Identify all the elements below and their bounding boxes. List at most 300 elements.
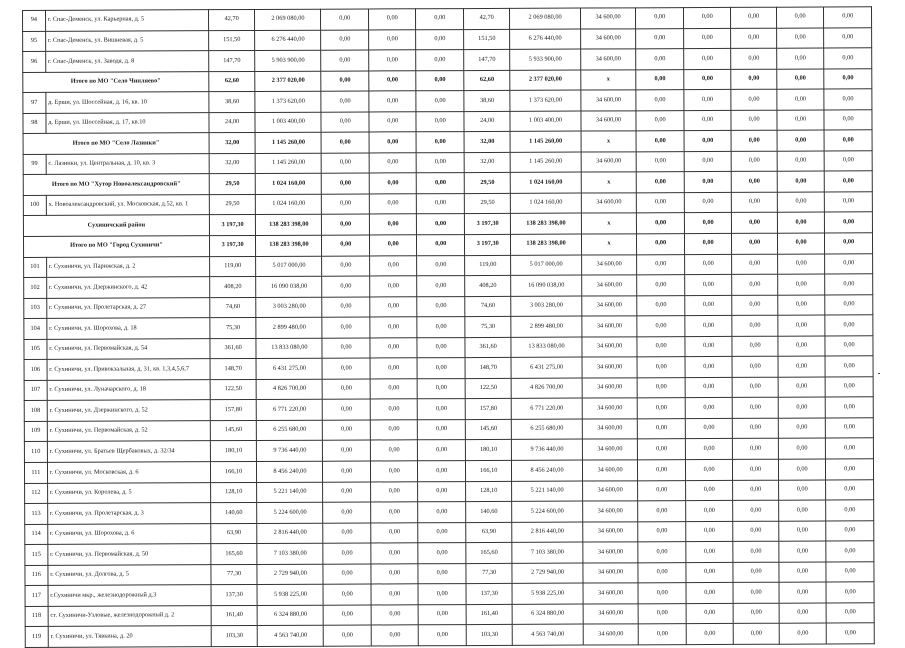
value-cell: 0,00: [323, 482, 371, 503]
value-cell: 0,00: [684, 172, 732, 193]
value-cell: 34 600,00: [581, 111, 637, 132]
value-cell: 34 600,00: [581, 316, 637, 337]
value-cell: 361,60: [210, 338, 257, 359]
table-row: [25, 623, 874, 647]
value-cell: 0,00: [638, 480, 686, 501]
value-cell: 0,00: [684, 213, 732, 234]
value-cell: 0,00: [732, 336, 778, 357]
value-cell: 34 600,00: [581, 193, 637, 214]
value-cell: 0,00: [417, 276, 465, 297]
value-cell: 0,00: [368, 9, 416, 30]
value-cell: 0,00: [826, 500, 874, 521]
value-cell: 34 600,00: [582, 378, 638, 399]
value-cell: 0,00: [637, 336, 685, 357]
value-cell: 7 103 380,00: [257, 543, 323, 564]
value-cell: 0,00: [418, 584, 466, 605]
value-cell: 2 069 080,00: [510, 8, 580, 29]
value-cell: 0,00: [778, 315, 826, 336]
address-cell: г. Сухиничи, ул. Тявкина, д. 20: [48, 626, 211, 647]
value-cell: 0,00: [779, 521, 827, 542]
value-cell: 0,00: [638, 562, 686, 583]
value-cell: 0,00: [731, 48, 777, 69]
address-cell: д. Ерши, ул. Шоссейная, д. 17, кв.10: [46, 112, 209, 133]
value-cell: x: [580, 69, 636, 90]
value-cell: 0,00: [417, 132, 465, 153]
value-cell: 0,00: [777, 151, 825, 172]
value-cell: 0,00: [779, 500, 827, 521]
value-cell: 34 600,00: [582, 439, 638, 460]
value-cell: 0,00: [685, 377, 733, 398]
value-cell: 0,00: [323, 461, 371, 482]
value-cell: 62,60: [464, 70, 511, 91]
value-cell: 1 373 620,00: [510, 90, 580, 111]
value-cell: 34 600,00: [581, 254, 637, 275]
value-cell: 34 600,00: [580, 28, 636, 49]
value-cell: 0,00: [734, 603, 780, 624]
value-cell: 0,00: [683, 7, 731, 28]
address-cell: г. Спас-Деменск, ул. Вишневая, д. 5: [45, 30, 208, 51]
value-cell: 0,00: [686, 562, 734, 583]
value-cell: 6 276 440,00: [510, 29, 580, 50]
value-cell: 3 197,30: [464, 234, 511, 255]
row-number: 96: [23, 51, 46, 72]
value-cell: 0,00: [779, 623, 827, 644]
value-cell: 0,00: [637, 213, 685, 234]
value-cell: 0,00: [732, 254, 778, 275]
value-cell: 0,00: [417, 173, 465, 194]
address-cell: г. Сухиничи, ул. Долгова, д. 5: [48, 564, 211, 585]
row-number: 110: [24, 442, 47, 463]
value-cell: 148,70: [210, 359, 257, 380]
value-cell: 0,00: [684, 131, 732, 152]
value-cell: 0,00: [322, 132, 370, 153]
value-cell: 38,60: [464, 91, 511, 112]
row-number: 112: [25, 483, 48, 504]
row-number: 118: [25, 606, 48, 627]
value-cell: 34 600,00: [582, 480, 638, 501]
value-cell: 0,00: [370, 420, 418, 441]
value-cell: 0,00: [638, 419, 686, 440]
value-cell: 0,00: [777, 89, 825, 110]
row-number: 116: [25, 565, 48, 586]
value-cell: 0,00: [733, 439, 779, 460]
value-cell: 0,00: [733, 418, 779, 439]
value-cell: 0,00: [369, 173, 417, 194]
value-cell: 0,00: [419, 625, 467, 646]
value-cell: 0,00: [686, 521, 734, 542]
value-cell: 0,00: [776, 7, 824, 28]
value-cell: 0,00: [637, 172, 685, 193]
value-cell: 2 377 020,00: [510, 70, 580, 91]
value-cell: 0,00: [826, 603, 874, 624]
value-cell: 0,00: [684, 192, 732, 213]
row-number: 98: [23, 113, 46, 134]
value-cell: 140,60: [466, 501, 513, 522]
value-cell: 0,00: [825, 377, 873, 398]
value-cell: 0,00: [370, 440, 418, 461]
value-cell: 0,00: [824, 130, 872, 151]
address-cell: г. Сухиничи, ул. Привокзальная, д. 31, кв. 1,3,4,5,6,7: [47, 359, 210, 380]
value-cell: 0,00: [638, 501, 686, 522]
value-cell: 0,00: [776, 28, 824, 49]
row-number: 95: [23, 31, 46, 52]
value-cell: 0,00: [417, 235, 465, 256]
value-cell: 1 145 260,00: [510, 131, 580, 152]
value-cell: 0,00: [825, 274, 873, 295]
value-cell: x: [581, 234, 637, 255]
value-cell: 0,00: [684, 233, 732, 254]
address-cell: г. Сухиничи, ул. Луначарского, д. 18: [47, 380, 210, 401]
value-cell: 0,00: [826, 459, 874, 480]
value-cell: 137,30: [466, 584, 513, 605]
value-cell: 0,00: [826, 562, 874, 583]
value-cell: 2 729 940,00: [257, 564, 323, 585]
subtotal-label: Итого по МО "Село Чипляево": [23, 71, 209, 92]
value-cell: 0,00: [418, 399, 466, 420]
value-cell: 0,00: [684, 110, 732, 131]
value-cell: 0,00: [825, 192, 873, 213]
value-cell: 0,00: [732, 357, 778, 378]
address-cell: с. Лазинки, ул. Центральная, д. 10, кв. 3: [46, 154, 209, 175]
value-cell: 29,50: [209, 174, 256, 195]
value-cell: 0,00: [369, 194, 417, 215]
value-cell: 0,00: [732, 192, 778, 213]
value-cell: 3 197,30: [464, 214, 511, 235]
value-cell: 0,00: [777, 130, 825, 151]
value-cell: 4 826 700,00: [512, 378, 582, 399]
value-cell: 0,00: [322, 256, 370, 277]
value-cell: 0,00: [323, 584, 371, 605]
value-cell: 0,00: [636, 131, 684, 152]
value-cell: 8 456 240,00: [257, 461, 323, 482]
value-cell: 0,00: [686, 603, 734, 624]
value-cell: 0,00: [419, 604, 467, 625]
value-cell: 1 145 260,00: [256, 153, 322, 174]
value-cell: 0,00: [638, 583, 686, 604]
value-cell: 0,00: [778, 295, 826, 316]
row-number: 97: [23, 93, 46, 114]
value-cell: 0,00: [636, 90, 684, 111]
row-number: 115: [25, 545, 48, 566]
value-cell: 3 197,30: [209, 215, 256, 236]
value-cell: 147,70: [464, 49, 511, 70]
value-cell: 0,00: [826, 438, 874, 459]
value-cell: 0,00: [321, 30, 369, 51]
value-cell: 0,00: [825, 212, 873, 233]
value-cell: 0,00: [323, 502, 371, 523]
value-cell: 0,00: [637, 295, 685, 316]
value-cell: 0,00: [370, 461, 418, 482]
value-cell: 0,00: [638, 439, 686, 460]
row-number: 107: [24, 380, 47, 401]
value-cell: 0,00: [370, 338, 418, 359]
value-cell: 13 833 080,00: [511, 337, 581, 358]
value-cell: 0,00: [370, 255, 418, 276]
table-body: [23, 7, 875, 648]
value-cell: 166,10: [210, 462, 257, 483]
address-cell: г. Спас-Деменск, ул. Карьерная, д. 5: [45, 10, 208, 31]
value-cell: 34 600,00: [582, 501, 638, 522]
value-cell: 0,00: [371, 584, 419, 605]
address-cell: г. Спас-Деменск, ул. Заводя, д. 8: [45, 51, 208, 72]
value-cell: 4 563 740,00: [258, 626, 324, 647]
value-cell: 138 283 398,00: [256, 215, 322, 236]
value-cell: 157,80: [210, 400, 257, 421]
value-cell: 0,00: [324, 605, 372, 626]
value-cell: 8 456 240,00: [512, 460, 582, 481]
row-number: 114: [25, 524, 48, 545]
value-cell: 0,00: [418, 440, 466, 461]
address-cell: г. Сухиничи, ул. Шорохова, д. 6: [47, 523, 210, 544]
value-cell: 0,00: [369, 214, 417, 235]
value-cell: 0,00: [370, 379, 418, 400]
value-cell: 0,00: [369, 132, 417, 153]
address-cell: д. Ерши, ул. Шоссейная, д. 16, кв. 10: [46, 92, 209, 113]
address-cell: г.Сухиничи мкр., железнодорожный д.3: [48, 585, 211, 606]
address-cell: г. Сухиничи, ул. Пролетарская, д. 3: [47, 503, 210, 524]
value-cell: 32,00: [464, 132, 511, 153]
value-cell: 0,00: [322, 358, 370, 379]
row-number: 99: [23, 154, 46, 175]
value-cell: 0,00: [779, 562, 827, 583]
value-cell: 0,00: [684, 49, 732, 70]
address-cell: г. Сухиничи, ул. Первомайская, д. 54: [47, 338, 210, 359]
row-number: 102: [24, 278, 47, 299]
value-cell: 0,00: [779, 603, 827, 624]
value-cell: 0,00: [638, 398, 686, 419]
value-cell: 0,00: [824, 151, 872, 172]
value-cell: 0,00: [732, 295, 778, 316]
value-cell: 0,00: [732, 274, 778, 295]
value-cell: 0,00: [731, 7, 777, 28]
value-cell: 0,00: [733, 480, 779, 501]
address-cell: г. Сухиничи, ул. Первомайская, д. 52: [47, 421, 210, 442]
address-cell: ст. Сухиничи-Узловые, железнодорожный д. 2: [48, 606, 211, 627]
value-cell: 13 833 080,00: [256, 338, 322, 359]
value-cell: 0,00: [370, 296, 418, 317]
value-cell: 0,00: [777, 192, 825, 213]
value-cell: x: [581, 172, 637, 193]
value-cell: 6 771 220,00: [512, 398, 582, 419]
value-cell: 62,60: [209, 71, 256, 92]
value-cell: 0,00: [321, 50, 369, 71]
value-cell: 0,00: [369, 235, 417, 256]
row-number: 101: [24, 257, 47, 278]
value-cell: 0,00: [778, 356, 826, 377]
row-number: 103: [24, 298, 47, 319]
value-cell: 0,00: [733, 562, 779, 583]
value-cell: 3 003 280,00: [511, 296, 581, 317]
value-cell: 34 600,00: [582, 419, 638, 440]
value-cell: 6 324 880,00: [513, 604, 583, 625]
value-cell: 0,00: [322, 276, 370, 297]
value-cell: 0,00: [417, 193, 465, 214]
value-cell: 151,50: [464, 29, 511, 50]
value-cell: 7 103 380,00: [512, 542, 582, 563]
value-cell: 34 600,00: [582, 398, 638, 419]
value-cell: 0,00: [733, 583, 779, 604]
value-cell: 0,00: [684, 69, 732, 90]
value-cell: 9 736 440,00: [512, 440, 582, 461]
address-cell: г. Сухиничи, ул. Шорохова, д. 18: [47, 318, 210, 339]
value-cell: 0,00: [824, 110, 872, 131]
value-cell: 0,00: [824, 7, 872, 28]
value-cell: 0,00: [417, 152, 465, 173]
value-cell: 0,00: [323, 379, 371, 400]
value-cell: 63,90: [466, 522, 513, 543]
value-cell: 0,00: [685, 480, 733, 501]
value-cell: 0,00: [779, 541, 827, 562]
value-cell: 42,70: [208, 9, 255, 30]
value-cell: 0,00: [369, 153, 417, 174]
value-cell: 38,60: [209, 92, 256, 113]
value-cell: 3 003 280,00: [256, 297, 322, 318]
value-cell: 0,00: [636, 8, 684, 29]
value-cell: 0,00: [827, 623, 875, 644]
value-cell: 0,00: [418, 502, 466, 523]
value-cell: 0,00: [824, 68, 872, 89]
value-cell: 74,60: [465, 296, 512, 317]
value-cell: 180,10: [465, 440, 512, 461]
value-cell: 0,00: [323, 564, 371, 585]
value-cell: 128,10: [210, 482, 257, 503]
value-cell: 0,00: [638, 377, 686, 398]
value-cell: 138 283 398,00: [511, 214, 581, 235]
row-number: 106: [24, 360, 47, 381]
value-cell: 34 600,00: [583, 624, 639, 645]
value-cell: 5 938 225,00: [512, 583, 582, 604]
row-number: 104: [24, 319, 47, 340]
value-cell: 0,00: [322, 173, 370, 194]
value-cell: 1 145 260,00: [511, 152, 581, 173]
address-cell: г. Сухиничи, ул. Братьев Щербаковых, д. 32/34: [47, 441, 210, 462]
value-cell: 75,30: [465, 317, 512, 338]
value-cell: 2 729 940,00: [512, 563, 582, 584]
value-cell: 0,00: [369, 70, 417, 91]
value-cell: 0,00: [370, 276, 418, 297]
address-cell: г. Сухиничи, ул. Дзержинского, д. 42: [46, 277, 209, 298]
value-cell: 0,00: [777, 254, 825, 275]
value-cell: 0,00: [731, 130, 777, 151]
value-cell: 34 600,00: [581, 152, 637, 173]
value-cell: 0,00: [417, 214, 465, 235]
row-number: 105: [24, 339, 47, 360]
value-cell: 0,00: [824, 48, 872, 69]
value-cell: 16 090 038,00: [511, 275, 581, 296]
row-number: 94: [23, 10, 46, 31]
value-cell: 24,00: [209, 112, 256, 133]
value-cell: 75,30: [210, 318, 257, 339]
row-number: 108: [24, 401, 47, 422]
value-cell: 5 903 900,00: [255, 50, 321, 71]
value-cell: 2 816 440,00: [512, 522, 582, 543]
value-cell: 0,00: [416, 50, 464, 71]
value-cell: 0,00: [685, 336, 733, 357]
value-cell: 34 600,00: [581, 90, 637, 111]
value-cell: 6 255 680,00: [257, 420, 323, 441]
value-cell: 0,00: [824, 89, 872, 110]
value-cell: 0,00: [685, 398, 733, 419]
value-cell: 3 197,30: [209, 235, 256, 256]
value-cell: 4 826 700,00: [256, 379, 322, 400]
address-cell: г. Сухиничи, ул. Пролетарская, д. 27: [46, 297, 209, 318]
value-cell: 0,00: [638, 521, 686, 542]
value-cell: 0,00: [418, 563, 466, 584]
value-cell: 34 600,00: [582, 542, 638, 563]
value-cell: 0,00: [733, 521, 779, 542]
address-cell: г. Сухиничи, ул. Дзержинского, д. 52: [47, 400, 210, 421]
value-cell: 34 600,00: [582, 460, 638, 481]
value-cell: 0,00: [638, 542, 686, 563]
value-cell: 165,60: [211, 544, 258, 565]
value-cell: 0,00: [826, 541, 874, 562]
value-cell: 2 899 480,00: [511, 316, 581, 337]
value-cell: 0,00: [732, 151, 778, 172]
value-cell: 29,50: [209, 194, 256, 215]
value-cell: 6 431 275,00: [256, 358, 322, 379]
subtotal-label: Итого по МО "Село Лазинки": [23, 133, 209, 154]
value-cell: 74,60: [210, 297, 257, 318]
value-cell: 147,70: [209, 51, 256, 72]
value-cell: 119,00: [209, 256, 256, 277]
address-cell: г. Сухиничи, ул. Парижская, д. 2: [46, 256, 209, 277]
value-cell: 0,00: [685, 357, 733, 378]
value-cell: 180,10: [210, 441, 257, 462]
value-cell: 0,00: [370, 358, 418, 379]
value-cell: 138 283 398,00: [256, 235, 322, 256]
value-cell: 77,30: [466, 563, 513, 584]
value-cell: 145,60: [465, 419, 512, 440]
value-cell: 0,00: [826, 418, 874, 439]
value-cell: 34 600,00: [583, 604, 639, 625]
value-cell: 0,00: [636, 49, 684, 70]
value-cell: 1 003 400,00: [510, 111, 580, 132]
value-cell: 0,00: [778, 438, 826, 459]
value-cell: 0,00: [685, 275, 733, 296]
value-cell: 0,00: [685, 459, 733, 480]
value-cell: 34 600,00: [582, 357, 638, 378]
subtotal-label: Сухиничский район: [23, 215, 209, 236]
value-cell: 5 221 140,00: [257, 482, 323, 503]
value-cell: 140,60: [211, 503, 258, 524]
value-cell: 1 373 620,00: [255, 91, 321, 112]
value-cell: 9 736 440,00: [257, 441, 323, 462]
row-number: 100: [23, 195, 46, 216]
value-cell: 0,00: [637, 193, 685, 214]
value-cell: 0,00: [370, 317, 418, 338]
value-cell: 0,00: [418, 461, 466, 482]
value-cell: 0,00: [732, 315, 778, 336]
value-cell: 0,00: [637, 357, 685, 378]
value-cell: 0,00: [418, 522, 466, 543]
value-cell: 5 933 900,00: [510, 49, 580, 70]
value-cell: 0,00: [639, 603, 687, 624]
value-cell: 161,40: [466, 604, 513, 625]
value-cell: 77,30: [211, 564, 258, 585]
value-cell: 0,00: [370, 399, 418, 420]
value-cell: 103,30: [466, 625, 513, 646]
value-cell: 0,00: [371, 543, 419, 564]
value-cell: 0,00: [826, 582, 874, 603]
value-cell: 0,00: [733, 377, 779, 398]
value-cell: 0,00: [418, 543, 466, 564]
value-cell: 0,00: [418, 481, 466, 502]
value-cell: 0,00: [321, 91, 369, 112]
address-cell: г. Сухиничи, ул. Первомайская, д. 50: [48, 544, 211, 565]
value-cell: 0,00: [636, 110, 684, 131]
value-cell: 0,00: [731, 28, 777, 49]
value-cell: 0,00: [322, 194, 370, 215]
